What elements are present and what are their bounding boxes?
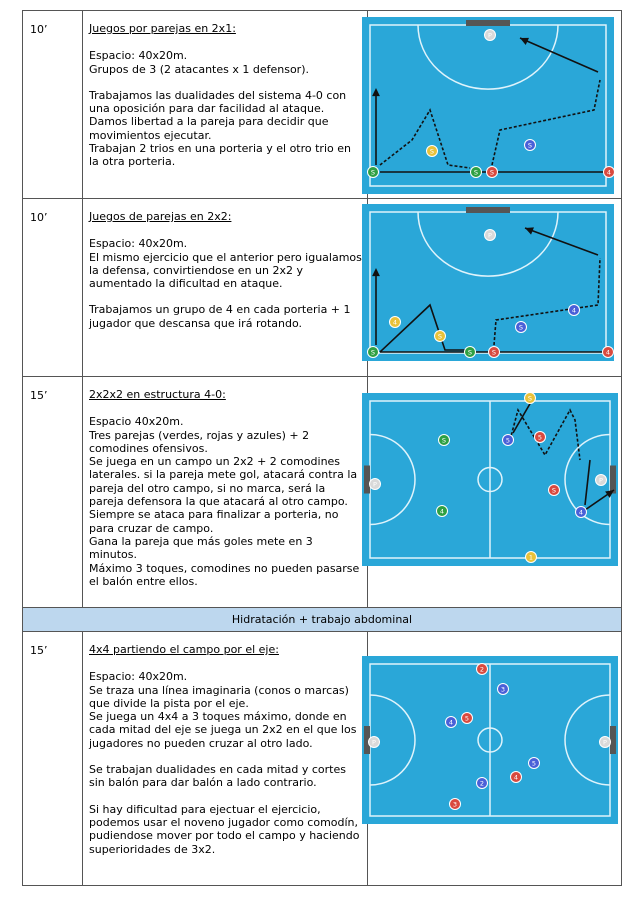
exercise-title: Juegos de parejas en 2x2: (89, 210, 232, 223)
player-label: P (599, 476, 603, 485)
goal (466, 207, 510, 213)
player-label: 4 (439, 507, 445, 516)
player-label: 5 (537, 433, 543, 442)
exercise-description (83, 199, 368, 377)
player-label: 3 (500, 685, 506, 694)
player-label: S (370, 348, 376, 357)
player-label: 4 (606, 168, 612, 177)
description-paragraph: Se trabajan dualidades en cada mitad y cortes sin balón para dar balón a lado contrario. (89, 763, 346, 790)
player-label: S (527, 394, 533, 403)
right-goal (610, 726, 616, 754)
exercise-title: 4x4 partiendo el campo por el eje: (89, 643, 279, 656)
player-label: 5 (531, 759, 537, 768)
player-label: P (373, 480, 377, 489)
description-paragraph: Espacio: 40x20m. Se traza una línea imaginaria (conos o marcas) que divide la pista por el eje. Se juega un 4x4 a 3 toques máximo, donde en cada mitad del eje se juega un 2x2 en el que los jugadores no pueden cruzar al otro lado. (89, 670, 357, 750)
player-label: 3 (452, 800, 458, 809)
player-label: P (603, 738, 607, 747)
description-paragraph: Espacio 40x20m. Tres parejas (verdes, rojas y azules) + 2 comodines ofensivos. Se juega en un campo un 2x2 + 2 comodines laterales. si la pareja mete gol, atacará contra la pareja del otro campo, si no marca, será la pareja defensora la que atacará al otro campo. Siempre se ataca para finalizar a porteria, no para cruzar de campo. Gana la pareja que más goles mete en 3 minutos. Máximo 3 toques, comodines no pueden pasarse el balón entre ellos. (89, 415, 360, 588)
player-label: 4 (605, 348, 611, 357)
left-goal (364, 466, 370, 494)
description-paragraph: Espacio: 40x20m. El mismo ejercicio que el anterior pero igualamos la defensa, convirtiendose en un 2x2 y aumentado la dificultad en ataque. (89, 237, 362, 291)
player-label: S (441, 436, 447, 445)
exercise-description (83, 377, 368, 608)
description-paragraph: Trabajamos un grupo de 4 en cada porteria + 1 jugador que descansa que irá rotando. (89, 303, 351, 330)
court-diagram (362, 656, 618, 824)
player-label: S (489, 168, 495, 177)
exercise-description (83, 11, 368, 199)
player-label: S (527, 141, 533, 150)
player-label: S (491, 348, 497, 357)
duration: 15’ (23, 377, 83, 608)
player-label: S (518, 323, 524, 332)
player-label: 4 (571, 306, 577, 315)
duration: 15’ (23, 632, 83, 886)
player-label: 2 (479, 665, 485, 674)
player-label: S (370, 168, 376, 177)
player-label: P (488, 231, 492, 240)
court-diagram (362, 17, 614, 194)
player-label: 2 (479, 779, 485, 788)
player-label: 5 (464, 714, 470, 723)
player-label: P (372, 738, 376, 747)
player-label: 4 (392, 318, 398, 327)
player-label: S (473, 168, 479, 177)
duration: 10’ (23, 11, 83, 199)
goal (466, 20, 510, 26)
player-label: S (467, 348, 473, 357)
court-diagram (362, 393, 618, 566)
exercise-description (83, 632, 368, 886)
duration: 10’ (23, 199, 83, 377)
break-row (23, 608, 622, 632)
exercise-title: 2x2x2 en estructura 4-0: (89, 388, 226, 401)
player-label: 4 (513, 773, 519, 782)
court-background (362, 204, 614, 361)
description-paragraph: Trabajamos las dualidades del sistema 4-0 con una oposición para dar facilidad al ataque. Damos libertad a la pareja para decidir que movimientos ejecutar. Trabajan 2 trios en una porteria y el otro trio en la otra porteria. (89, 88, 351, 169)
player-label: 4 (578, 508, 584, 517)
right-goal (610, 466, 616, 494)
player-label: 1 (528, 553, 534, 562)
player-label: S (437, 332, 443, 341)
player-label: 5 (505, 436, 511, 445)
player-label: S (551, 486, 557, 495)
exercise-title: Juegos por parejas en 2x1: (89, 22, 236, 35)
player-label: S (429, 147, 435, 156)
description-paragraph: Si hay dificultad para ejectuar el ejercicio, podemos usar el noveno jugador como comodín, pudiendose mover por todo el campo y haciendo superioridades de 3x2. (89, 802, 360, 856)
description-paragraph: Espacio: 40x20m. Grupos de 3 (2 atacantes x 1 defensor). (89, 49, 309, 76)
player-label: 4 (448, 718, 454, 727)
court-background (362, 17, 614, 194)
court-diagram (362, 204, 614, 361)
player-label: P (488, 31, 492, 40)
break-label: Hidratación + trabajo abdominal (23, 608, 622, 632)
